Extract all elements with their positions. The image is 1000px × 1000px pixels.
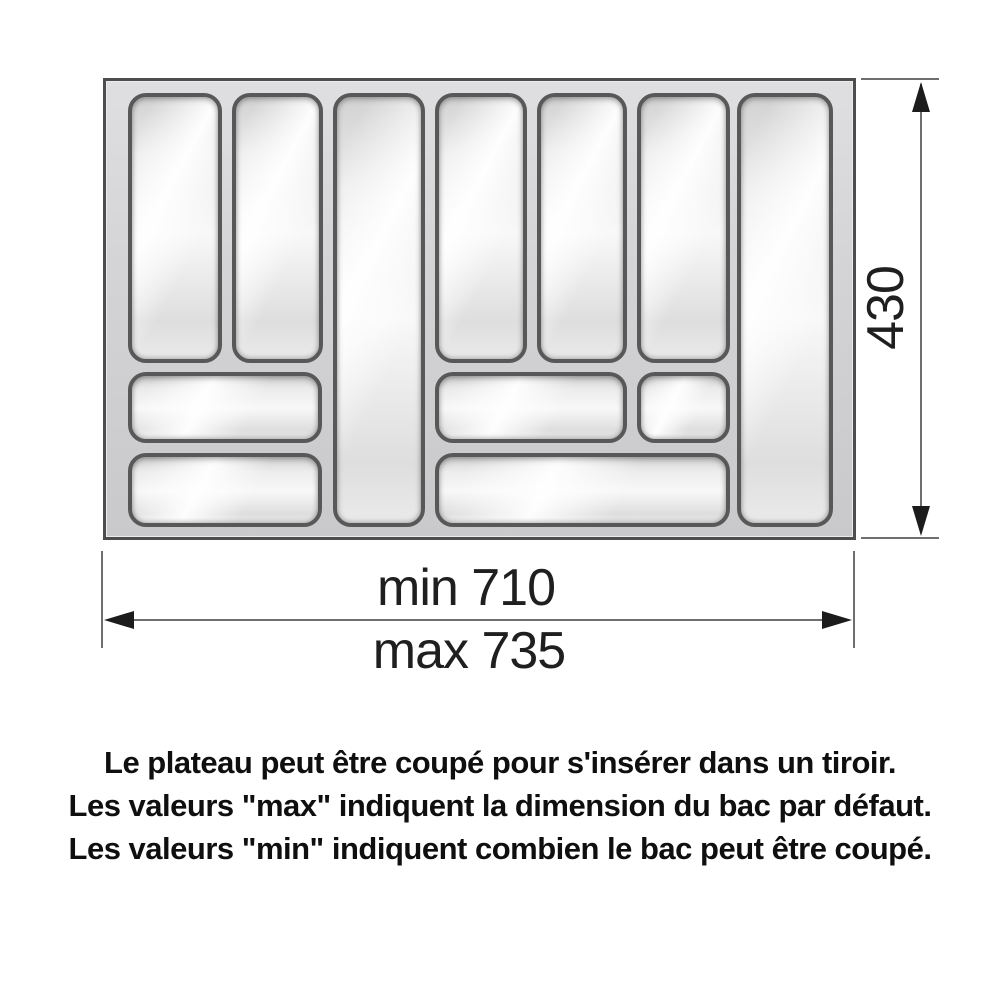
dimension-tick-top (861, 78, 939, 80)
dimension-tick-bottom (861, 537, 939, 539)
caption-line-1: Le plateau peut être coupé pour s'insérer dans un tiroir. (104, 745, 896, 780)
height-dimension-line (920, 84, 922, 508)
arrow-up-icon (912, 82, 930, 112)
arrow-right-icon (822, 611, 852, 629)
arrow-left-icon (104, 611, 134, 629)
compartment-tall-1 (128, 93, 222, 363)
dimension-extension-right (853, 551, 855, 648)
compartment-wide-center-bottom (435, 453, 730, 527)
width-max-label: max 735 (372, 622, 566, 680)
dimension-extension-left (101, 551, 103, 648)
compartment-tall-4 (537, 93, 627, 363)
height-value-label: 430 (857, 266, 915, 350)
width-min-label: min 710 (377, 559, 555, 617)
compartment-wide-center-middle (435, 372, 627, 443)
cutlery-tray-drawing (103, 78, 856, 540)
caption-line-3: Les valeurs "min" indiquent combien le bac peut être coupé. (68, 831, 932, 866)
compartment-wide-left-bottom (128, 453, 322, 527)
caption-line-2: Les valeurs "max" indiquent la dimension du bac par défaut. (68, 788, 932, 823)
compartment-tall-2 (232, 93, 323, 363)
compartment-tall-5 (637, 93, 730, 363)
caption (0, 741, 1000, 870)
compartment-full-height-right (737, 93, 833, 527)
compartment-full-height-center (333, 93, 425, 527)
arrow-down-icon (912, 506, 930, 536)
compartment-small-middle (637, 372, 730, 443)
compartment-wide-left-middle (128, 372, 322, 443)
width-dimension-line (110, 619, 846, 621)
compartment-tall-3 (435, 93, 527, 363)
